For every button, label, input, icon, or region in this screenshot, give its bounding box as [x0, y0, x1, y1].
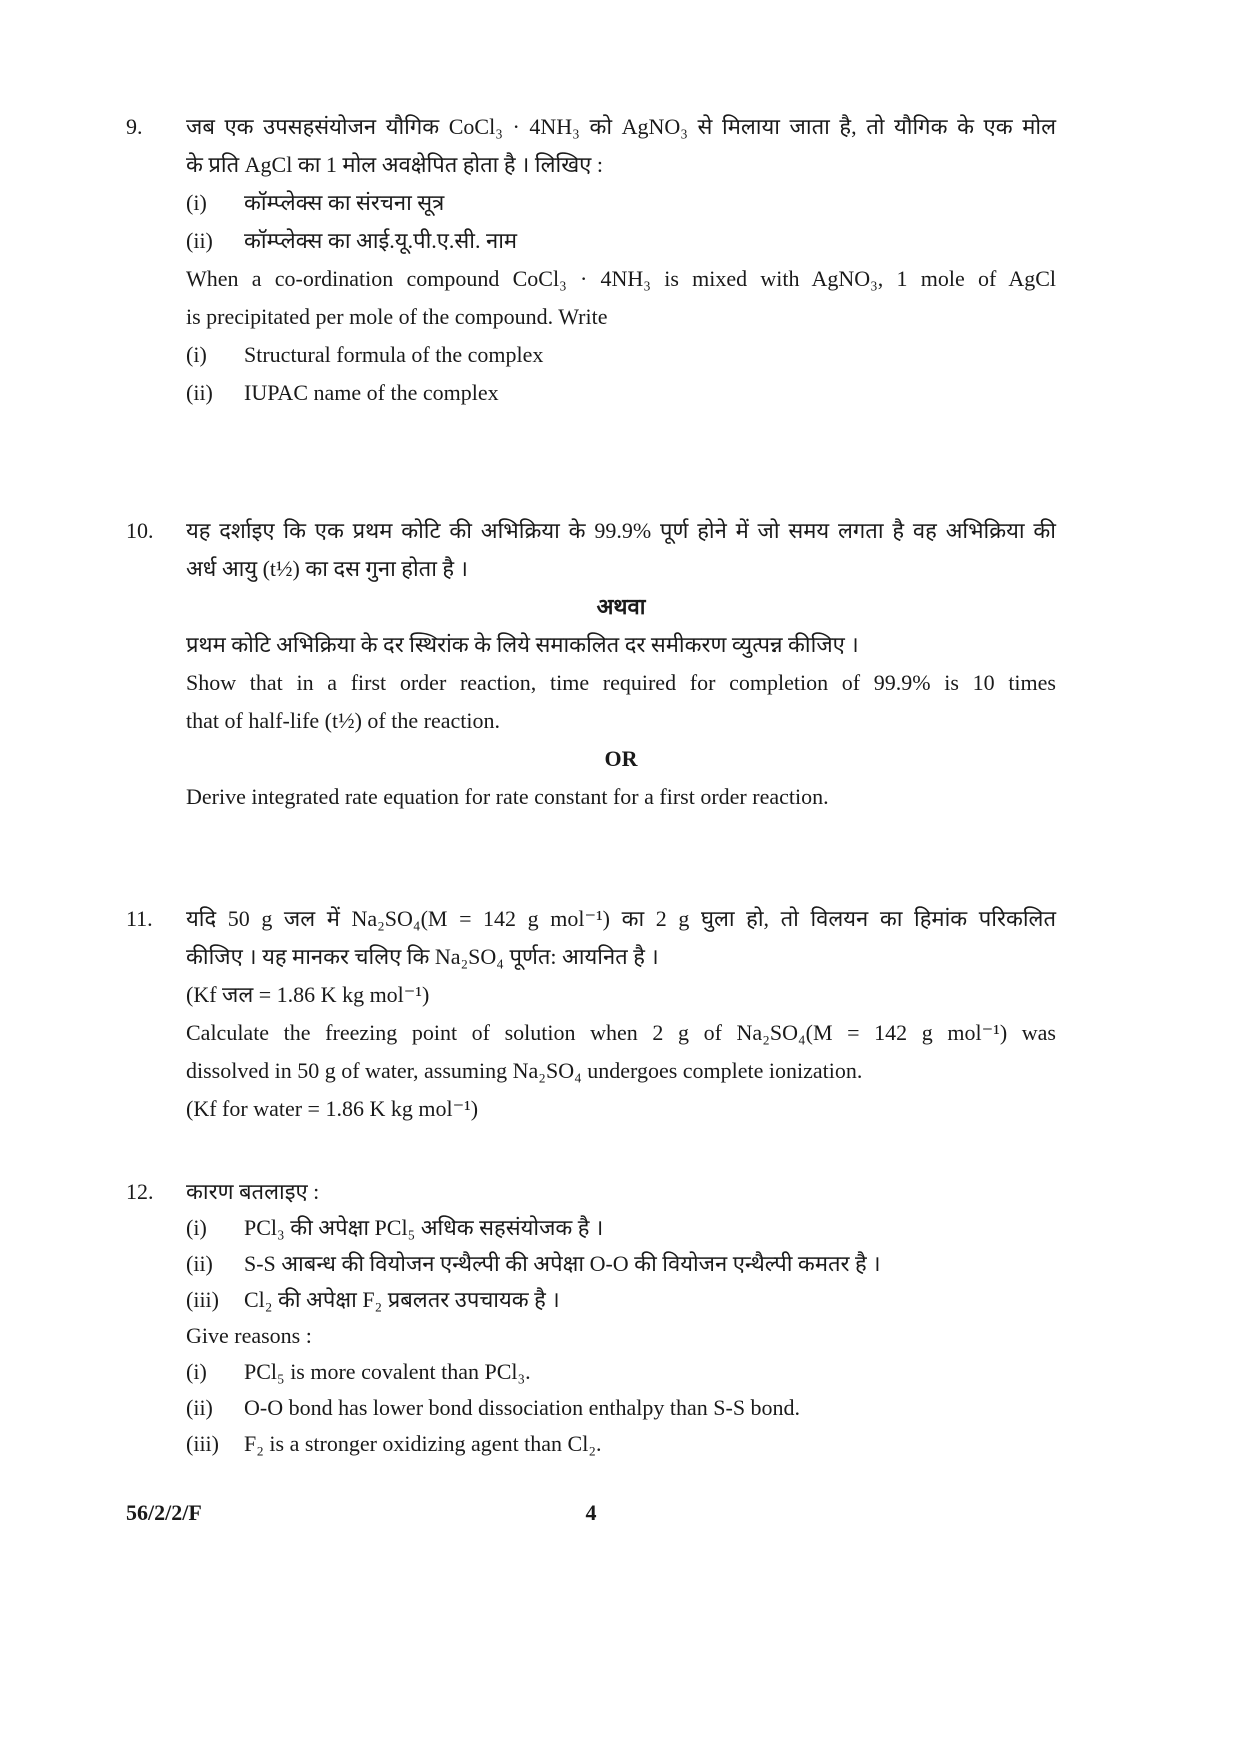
- q9-english-item-1: [186, 336, 1056, 374]
- question-10: [126, 512, 1056, 816]
- q12-hindi-item-3: [186, 1282, 1056, 1318]
- q10-hindi-line-1: यह दर्शाइए कि एक प्रथम कोटि की अभिक्रिया के 99.9% पूर्ण होने में जो समय लगता है वह अभिक्रिया की: [186, 518, 1056, 543]
- item-label: (i): [186, 190, 207, 215]
- item-text: कॉम्प्लेक्स का आई.यू.पी.ए.सी. नाम: [244, 228, 518, 253]
- q9-hindi-item-2: [186, 222, 1056, 260]
- q12-english-item-3: [186, 1426, 1056, 1462]
- q12-hindi-heading: कारण बतलाइए :: [186, 1179, 320, 1204]
- q10-hindi-alternative: प्रथम कोटि अभिक्रिया के दर स्थिरांक के लिये समाकलित दर समीकरण व्युत्पन्न कीजिए ।: [186, 632, 859, 657]
- q12-english-heading: Give reasons :: [186, 1323, 312, 1348]
- q9-hindi-line-1: जब एक उपसहसंयोजन यौगिक CoCl₃ · 4NH₃ को AgNO₃ से मिलाया जाता है, तो यौगिक के एक मोल: [186, 114, 1056, 139]
- q10-hindi-or: अथवा: [596, 594, 646, 619]
- q10-english-line-1: Show that in a first order reaction, time required for completion of 99.9% is 10 times: [186, 670, 1056, 695]
- q10-english-alternative: Derive integrated rate equation for rate constant for a first order reaction.: [186, 784, 829, 809]
- item-label: (i): [186, 342, 207, 367]
- q12-english-item-1: [186, 1354, 1056, 1390]
- question-11: [126, 900, 1056, 1128]
- q12-english-item-2: [186, 1390, 1056, 1426]
- item-label: (ii): [186, 380, 213, 405]
- item-text: PCl₅ is more covalent than PCl₃.: [244, 1359, 531, 1384]
- item-text: PCl₃ की अपेक्षा PCl₅ अधिक सहसंयोजक है ।: [244, 1215, 604, 1240]
- item-text: F₂ is a stronger oxidizing agent than Cl₂.: [244, 1431, 602, 1456]
- q9-english-line-1: When a co-ordination compound CoCl₃ · 4NH₃ is mixed with AgNO₃, 1 mole of AgCl: [186, 266, 1056, 291]
- page-number: 4: [585, 1500, 597, 1525]
- q9-hindi-item-1: [186, 184, 1056, 222]
- question-number: 11.: [126, 906, 153, 931]
- item-label: (ii): [186, 1395, 213, 1420]
- q11-english-line-1: Calculate the freezing point of solution when 2 g of Na₂SO₄(M = 142 g mol⁻¹) was: [186, 1020, 1056, 1045]
- item-text: Cl₂ की अपेक्षा F₂ प्रबलतर उपचायक है ।: [244, 1287, 560, 1312]
- q9-hindi-line-2: के प्रति AgCl का 1 मोल अवक्षेपित होता है । लिखिए :: [186, 152, 603, 177]
- q12-hindi-item-1: [186, 1210, 1056, 1246]
- item-label: (iii): [186, 1287, 219, 1312]
- item-text: कॉम्प्लेक्स का संरचना सूत्र: [244, 190, 445, 215]
- q11-hindi-line-1: यदि 50 g जल में Na₂SO₄(M = 142 g mol⁻¹) का 2 g घुला हो, तो विलयन का हिमांक परिकलित: [186, 906, 1056, 931]
- q11-english-line-2: dissolved in 50 g of water, assuming Na₂SO₄ undergoes complete ionization.: [186, 1058, 863, 1083]
- item-text: IUPAC name of the complex: [244, 380, 499, 405]
- item-label: (ii): [186, 228, 213, 253]
- q11-english-kf: (Kf for water = 1.86 K kg mol⁻¹): [186, 1096, 479, 1121]
- item-text: S-S आबन्ध की वियोजन एन्थैल्पी की अपेक्षा O-O की वियोजन एन्थैल्पी कमतर है ।: [244, 1251, 881, 1276]
- item-text: O-O bond has lower bond dissociation enthalpy than S-S bond.: [244, 1395, 801, 1420]
- item-text: Structural formula of the complex: [244, 342, 544, 367]
- question-9: [126, 108, 1056, 412]
- question-number: 10.: [126, 518, 154, 543]
- q11-hindi-kf: (Kf जल = 1.86 K kg mol⁻¹): [186, 982, 430, 1007]
- item-label: (iii): [186, 1431, 219, 1456]
- question-12: [126, 1174, 1056, 1462]
- q10-english-or: OR: [604, 746, 638, 771]
- q12-hindi-item-2: [186, 1246, 1056, 1282]
- q9-english-item-2: [186, 374, 1056, 412]
- question-number: 12.: [126, 1179, 154, 1204]
- q11-hindi-line-2: कीजिए । यह मानकर चलिए कि Na₂SO₄ पूर्णत: आयनित है ।: [186, 944, 659, 969]
- q9-english-line-2: is precipitated per mole of the compound. Write: [186, 304, 608, 329]
- q10-hindi-line-2: अर्ध आयु (t½) का दस गुना होता है ।: [186, 556, 468, 581]
- q10-english-line-2: that of half-life (t½) of the reaction.: [186, 708, 500, 733]
- paper-code: 56/2/2/F: [126, 1500, 202, 1525]
- item-label: (i): [186, 1215, 207, 1240]
- item-label: (ii): [186, 1251, 213, 1276]
- item-label: (i): [186, 1359, 207, 1384]
- question-number: 9.: [126, 114, 143, 139]
